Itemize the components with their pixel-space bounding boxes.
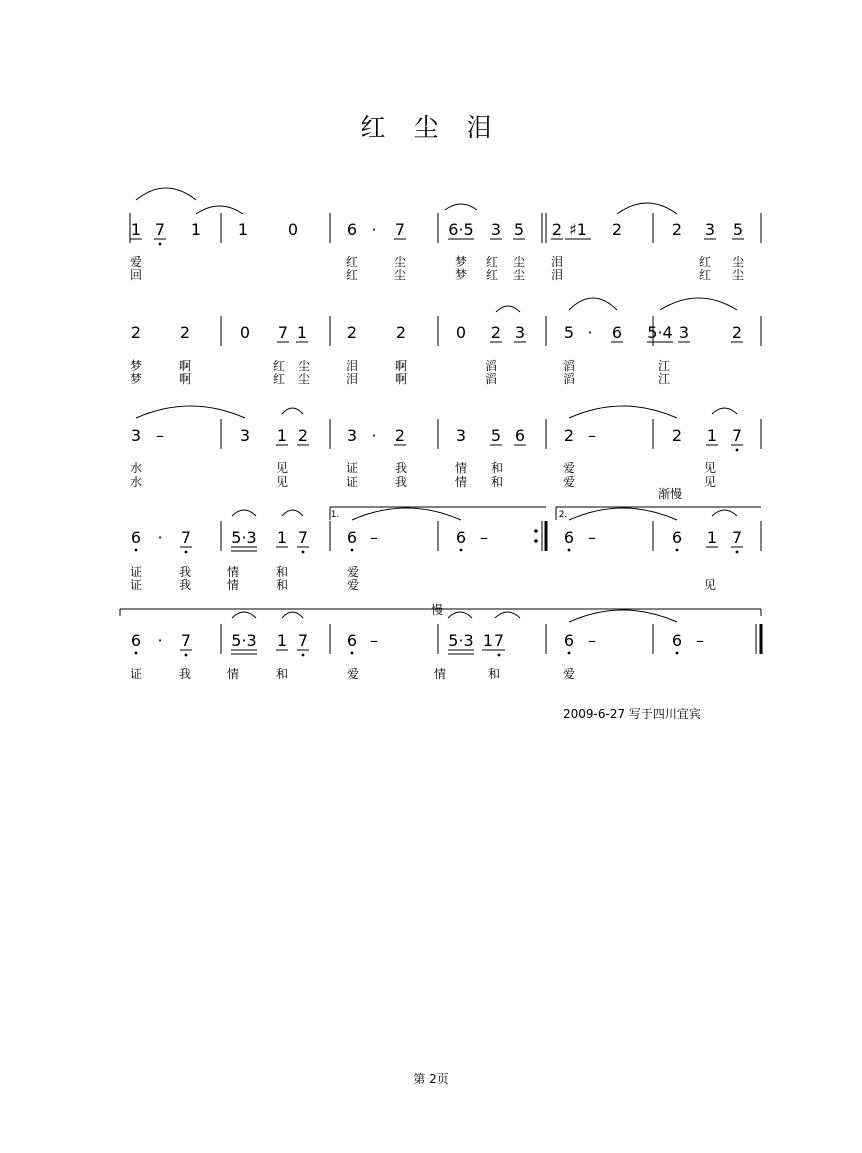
note: 0 [455,323,467,342]
tempo-mark-slow: 慢 [430,603,444,617]
note: 1 [296,323,308,342]
lyric-verse-1: 见 [703,461,717,475]
lyric-verse-1: 尘 [297,359,311,373]
slur [617,203,677,214]
note: 3 [514,323,526,342]
slur [282,612,303,618]
note: 6 [346,220,358,239]
aug-dot: · [371,426,377,445]
lyric-verse-1: 红 [345,255,359,269]
slur [232,612,256,618]
note: 2 [394,426,406,445]
note: 5·3 [231,631,257,650]
lyric-verse-1: 情 [433,667,447,681]
lyric-verse-2: 我 [178,578,192,592]
lyric-verse-1: 证 [129,565,143,579]
lyric-verse-2: 爱 [562,475,576,489]
slur [448,612,472,618]
slur [569,610,677,622]
slur [282,510,303,516]
octave-dot [568,652,571,655]
lyric-verse-2: 情 [454,475,468,489]
lyric-verse-1: 和 [275,565,289,579]
note: 5·3 [231,528,257,547]
lyric-verse-1: 爱 [562,461,576,475]
lyric-verse-2: 见 [703,578,717,592]
lyric-verse-1: 泪 [345,359,359,373]
note: 3 [130,426,142,445]
slur [569,298,617,310]
note: 7 [394,220,406,239]
lyric-verse-1: 和 [275,667,289,681]
lyric-verse-2: 证 [129,578,143,592]
note: 5·3 [448,631,474,650]
octave-dot [135,549,138,552]
lyric-verse-1: 尘 [393,255,407,269]
dash-note: – [370,631,378,650]
note: 3 [704,220,716,239]
note: 2 [297,426,309,445]
lyric-verse-2: 红 [345,268,359,282]
octave-dot [736,551,739,554]
lyric-verse-2: 情 [226,578,240,592]
note: 1 [276,631,288,650]
slur [569,508,677,520]
lyric-verse-1: 爱 [562,667,576,681]
note: 6 [671,631,683,650]
lyric-verse-1: 我 [178,565,192,579]
aug-dot: · [371,220,377,239]
octave-dot [460,549,463,552]
lyric-verse-1: 红 [272,359,286,373]
note: 2 [611,220,623,239]
slur [282,408,303,414]
note: 7 [154,220,166,239]
composition-date-note: 2009-6-27 写于四川宜宾 [563,707,701,721]
lyric-verse-1: 爱 [346,565,360,579]
aug-dot: · [587,323,593,342]
note: 2 [551,220,563,239]
lyric-verse-2: 水 [129,475,143,489]
note: 5 [513,220,525,239]
slur [136,188,196,200]
octave-dot [498,654,501,657]
lyric-verse-1: 证 [129,667,143,681]
aug-dot: · [157,631,163,650]
lyric-verse-2: 尘 [731,268,745,282]
note: 6 [514,426,526,445]
note: 6 [563,631,575,650]
note: 3 [239,426,251,445]
note: 7 [731,528,743,547]
note: 2 [346,323,358,342]
note: 1 [482,631,494,650]
lyric-verse-2: 江 [657,372,671,386]
dash-note: – [588,631,596,650]
lyric-verse-1: 啊 [394,359,408,373]
lyric-verse-2: 滔 [484,372,498,386]
lyric-verse-2: 尘 [393,268,407,282]
slur [712,510,737,516]
octave-dot [676,652,679,655]
note: 6 [671,528,683,547]
lyric-verse-1: 江 [657,359,671,373]
note: 5 [563,323,575,342]
volta-2-label: 2. [558,510,568,520]
octave-dot [568,549,571,552]
lyric-verse-2: 见 [703,475,717,489]
dash-note: – [370,528,378,547]
dash-note: – [588,426,596,445]
note: 7 [180,631,192,650]
octave-dot [302,551,305,554]
lyric-verse-2: 爱 [346,578,360,592]
note: 6 [611,323,623,342]
note: 2 [731,323,743,342]
lyric-verse-2: 啊 [178,372,192,386]
note: 7 [297,631,309,650]
slur [136,406,245,418]
lyric-verse-1: 证 [345,461,359,475]
note: 5 [732,220,744,239]
note: 6·5 [448,220,474,239]
page-number: 第 2页 [413,1072,449,1086]
repeat-dot [534,539,538,543]
lyric-verse-2: 和 [490,475,504,489]
note: 2 [563,426,575,445]
lyric-verse-2: 见 [275,475,289,489]
lyric-verse-1: 和 [490,461,504,475]
note: 1 [706,426,718,445]
lyric-verse-2: 泪 [550,268,564,282]
lyric-verse-1: 啊 [178,359,192,373]
note: 7 [731,426,743,445]
lyric-verse-1: 爱 [346,667,360,681]
slur [445,204,477,210]
octave-dot [302,654,305,657]
dash-note: – [588,528,596,547]
lyric-verse-2: 红 [698,268,712,282]
note: 3 [455,426,467,445]
note: 2 [671,426,683,445]
note: 6 [346,528,358,547]
lyric-verse-2: 啊 [394,372,408,386]
note: 6 [130,631,142,650]
note: 3 [490,220,502,239]
page-title: 红 尘 泪 [360,113,502,142]
lyric-verse-1: 和 [487,667,501,681]
octave-dot [159,243,162,246]
lyric-verse-1: 见 [275,461,289,475]
note: 7 [277,323,289,342]
note: 5 [490,426,502,445]
lyric-verse-1: 爱 [129,255,143,269]
repeat-dot [534,529,538,533]
slur [352,508,461,520]
slur [660,298,737,310]
lyric-verse-2: 证 [345,475,359,489]
lyric-verse-1: 滔 [484,359,498,373]
slur [495,612,520,618]
lyric-verse-1: 泪 [550,255,564,269]
lyric-verse-2: 梦 [454,268,468,282]
octave-dot [185,654,188,657]
lyric-verse-1: 滔 [562,359,576,373]
note: 1 [237,220,249,239]
note: 1 [706,528,718,547]
octave-dot [351,652,354,655]
note: 2 [130,323,142,342]
lyric-verse-1: 红 [698,255,712,269]
note: 1 [276,426,288,445]
lyric-verse-1: 情 [226,565,240,579]
slur [569,406,677,418]
note: 1 [276,528,288,547]
note: 0 [287,220,299,239]
note: 5·4 [647,323,673,342]
octave-dot [736,449,739,452]
lyric-verse-2: 梦 [129,372,143,386]
octave-dot [185,551,188,554]
lyric-verse-2: 滔 [562,372,576,386]
note: 6 [563,528,575,547]
octave-dot [676,549,679,552]
lyric-verse-2: 尘 [297,372,311,386]
slur [196,206,243,214]
note: 3 [346,426,358,445]
note: 1 [190,220,202,239]
lyric-verse-2: 红 [272,372,286,386]
lyric-verse-1: 我 [178,667,192,681]
lyric-verse-2: 泪 [345,372,359,386]
lyric-verse-1: 梦 [129,359,143,373]
note: 0 [239,323,251,342]
note: 7 [493,631,505,650]
octave-dot [351,549,354,552]
lyric-verse-1: 红 [485,255,499,269]
lyric-verse-2: 红 [485,268,499,282]
lyric-verse-1: 我 [394,461,408,475]
lyric-verse-2: 我 [394,475,408,489]
lyric-verse-1: 水 [129,461,143,475]
note: 1 [130,220,142,239]
octave-dot [135,652,138,655]
note: 6 [130,528,142,547]
note: 2 [179,323,191,342]
dash-note: – [480,528,488,547]
lyric-verse-1: 情 [454,461,468,475]
note: 2 [395,323,407,342]
lyric-verse-1: 尘 [512,255,526,269]
dash-note: – [696,631,704,650]
tempo-mark-dim: 渐慢 [657,487,683,501]
lyric-verse-1: 梦 [454,255,468,269]
note: 7 [180,528,192,547]
dash-note: – [156,426,164,445]
note: 2 [490,323,502,342]
note: 7 [297,528,309,547]
note: 3 [678,323,690,342]
lyric-verse-1: 情 [226,667,240,681]
lyric-verse-1: 尘 [731,255,745,269]
aug-dot: · [157,528,163,547]
note: ♯1 [569,220,587,239]
note: 2 [671,220,683,239]
slur [712,408,737,414]
lyric-verse-2: 尘 [512,268,526,282]
volta-1-label: 1. [330,510,340,520]
note: 6 [346,631,358,650]
lyric-verse-2: 和 [275,578,289,592]
lyric-verse-2: 回 [129,268,143,282]
slur [232,510,256,516]
slur [496,306,520,312]
note: 6 [455,528,467,547]
